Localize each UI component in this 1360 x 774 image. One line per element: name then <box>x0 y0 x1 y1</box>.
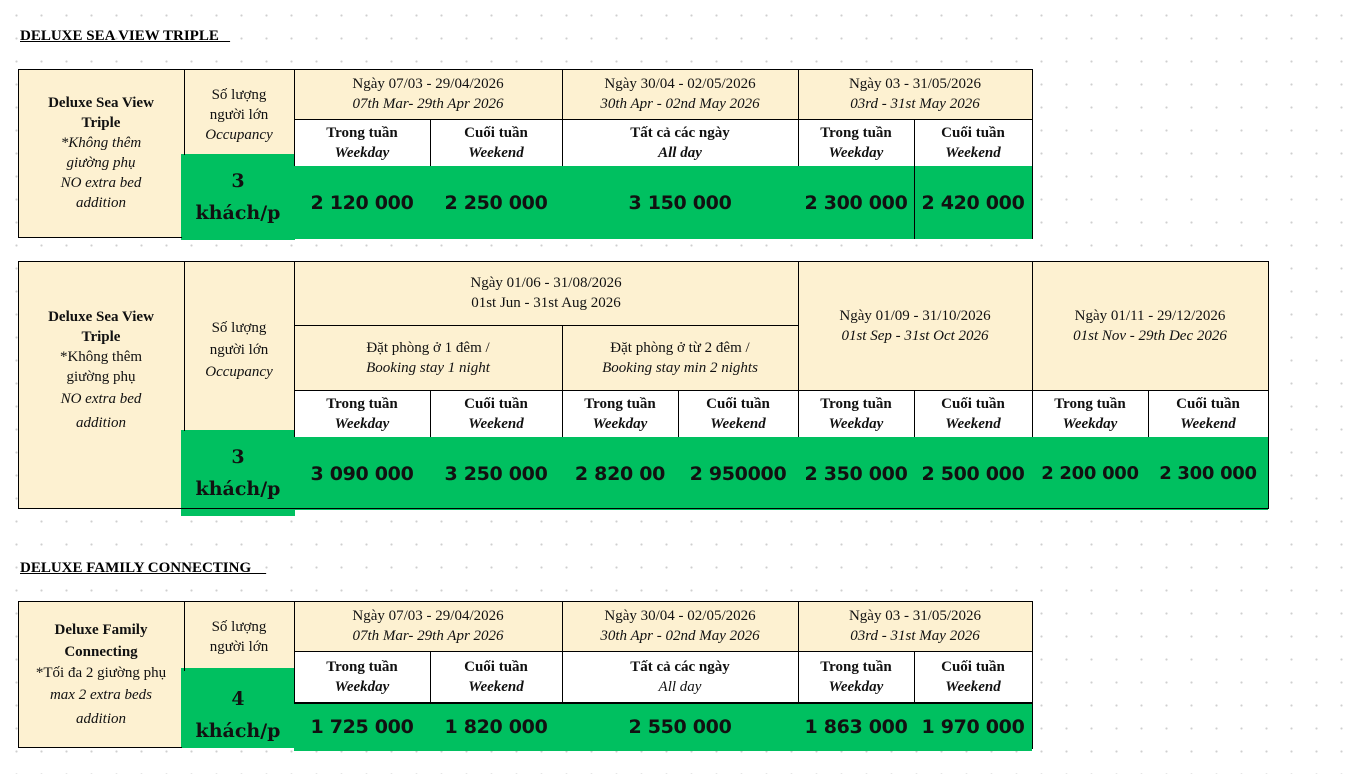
day-label-en: Weekend <box>1180 415 1236 432</box>
day-label-vi: Cuối tuần <box>464 658 528 675</box>
period-vi: Ngày 01/06 - 31/08/2026 <box>470 275 622 291</box>
day-header <box>914 119 1032 166</box>
room-name: Deluxe Sea View Triple <box>48 309 154 345</box>
day-header <box>562 651 798 702</box>
day-header <box>294 651 430 702</box>
table-border <box>798 601 799 702</box>
day-label-vi: Trong tuần <box>1054 395 1126 412</box>
occupancy-value <box>181 430 295 516</box>
day-header <box>562 119 798 166</box>
price-cell: 1 820 000 <box>444 716 548 738</box>
price-cell: 2 420 000 <box>921 191 1025 214</box>
price-cell: 1 970 000 <box>921 716 1025 738</box>
day-label-vi: Cuối tuần <box>941 395 1005 412</box>
period-header <box>294 69 562 119</box>
day-label-en: Weekday <box>334 678 390 695</box>
day-label-vi: Cuối tuần <box>1176 395 1240 412</box>
day-label-vi: Trong tuần <box>820 658 892 675</box>
period-header <box>294 601 562 651</box>
period-header <box>1032 261 1268 390</box>
table-border <box>18 237 182 238</box>
day-label-en: Weekday <box>828 415 884 432</box>
room-note-en: max 2 extra beds addition <box>49 687 153 727</box>
section-title-sea-view-triple: DELUXE SEA VIEW TRIPLE <box>20 28 231 44</box>
table-border <box>18 69 19 238</box>
occupancy-label-vi: Số lượng người lớn <box>209 87 269 123</box>
period-en: 07th Mar- 29th Apr 2026 <box>352 628 504 644</box>
occupancy-label-vi: Số lượng người lớn <box>209 619 269 655</box>
day-label-en: Weekday <box>828 144 884 161</box>
table-border <box>18 747 182 748</box>
day-header <box>914 651 1032 702</box>
day-label-en: Weekend <box>468 678 524 695</box>
day-label-en: Weekend <box>468 415 524 432</box>
room-name: Deluxe Family Connecting <box>54 622 148 660</box>
price-cell: 2 120 000 <box>310 191 414 214</box>
table-border <box>798 69 799 166</box>
period-vi: Ngày 07/03 - 29/04/2026 <box>352 608 504 624</box>
stay-header <box>294 325 562 390</box>
table-border <box>430 651 431 702</box>
period-en: 01st Sep - 31st Oct 2026 <box>841 327 989 344</box>
stay-vi: Đặt phòng ở từ 2 đêm / <box>610 339 750 356</box>
day-header <box>430 651 562 702</box>
table-border <box>184 261 185 431</box>
price-cell: 2 300 000 <box>804 191 908 214</box>
table-border <box>18 601 1033 602</box>
occupancy-count: 3 <box>231 170 245 192</box>
table-border <box>18 508 1269 509</box>
price-cell: 2 950000 <box>689 462 787 485</box>
stay-header <box>562 325 798 390</box>
period-vi: Ngày 30/04 - 02/05/2026 <box>604 608 756 624</box>
day-label-en: Weekend <box>468 144 524 161</box>
table-border <box>294 69 295 166</box>
period-header <box>798 261 1032 390</box>
day-header <box>1032 390 1148 437</box>
table-border <box>294 390 1269 391</box>
day-label-vi: Trong tuần <box>584 395 656 412</box>
price-cell: 3 150 000 <box>628 191 732 214</box>
table-border <box>18 261 19 509</box>
day-label-vi: Cuối tuần <box>464 124 528 141</box>
table-border <box>798 261 799 437</box>
stay-en: Booking stay 1 night <box>366 359 490 376</box>
occupancy-count: 4 <box>231 688 245 710</box>
price-cell: 2 200 000 <box>1041 463 1139 484</box>
occupancy-label-vi: Số lượng người lớn <box>209 320 269 358</box>
day-header <box>798 651 914 702</box>
period-vi: Ngày 01/11 - 29/12/2026 <box>1074 307 1226 324</box>
table-border <box>914 651 915 702</box>
period-en: 03rd - 31st May 2026 <box>850 96 980 112</box>
price-cell: 2 500 000 <box>921 462 1025 485</box>
table-border <box>18 69 1033 70</box>
day-label-vi: Cuối tuần <box>706 395 770 412</box>
room-note-vi: *Tối đa 2 giường phụ <box>35 665 167 681</box>
occupancy-value <box>181 154 295 240</box>
day-header <box>562 390 678 437</box>
day-header <box>430 390 562 437</box>
period-en: 01st Nov - 29th Dec 2026 <box>1073 327 1227 344</box>
table-border <box>562 69 563 166</box>
period-vi: Ngày 30/04 - 02/05/2026 <box>604 76 756 92</box>
period-header <box>294 261 798 325</box>
period-en: 03rd - 31st May 2026 <box>850 628 980 644</box>
price-cell: 1 725 000 <box>310 716 414 738</box>
period-vi: Ngày 03 - 31/05/2026 <box>848 608 982 624</box>
section-title-family-connecting: DELUXE FAMILY CONNECTING <box>20 560 267 576</box>
occupancy-header <box>184 69 294 155</box>
period-en: 30th Apr - 02nd May 2026 <box>600 96 760 112</box>
table-border <box>1032 261 1033 437</box>
occupancy-count: 3 <box>231 446 245 468</box>
table-border <box>1148 390 1149 437</box>
day-label-vi: Trong tuần <box>820 124 892 141</box>
period-vi: Ngày 07/03 - 29/04/2026 <box>352 76 504 92</box>
price-cell: 2 550 000 <box>628 716 732 738</box>
table-border <box>294 119 1033 120</box>
day-label-en: Weekday <box>334 415 390 432</box>
day-label-vi: Cuối tuần <box>941 124 1005 141</box>
day-header <box>294 390 430 437</box>
room-name-cell <box>18 261 184 509</box>
day-label-vi: Trong tuần <box>326 124 398 141</box>
table-border <box>562 325 563 437</box>
day-label-en: Weekend <box>945 678 1001 695</box>
occupancy-label-en: Occupancy <box>205 127 273 143</box>
day-label-en: Weekend <box>710 415 766 432</box>
day-label-vi: Cuối tuần <box>464 395 528 412</box>
table-border <box>294 651 1033 652</box>
day-label-vi: Trong tuần <box>326 658 398 675</box>
day-label-vi: Tất cả các ngày <box>630 658 730 675</box>
day-label-en: Weekday <box>334 144 390 161</box>
day-header <box>798 390 914 437</box>
table-border <box>562 601 563 702</box>
table-border <box>430 390 431 437</box>
room-note-vi: *Không thêm giường phụ <box>59 349 143 385</box>
stay-en: Booking stay min 2 nights <box>602 359 758 376</box>
occupancy-value <box>181 668 295 748</box>
day-header <box>914 390 1032 437</box>
day-header <box>294 119 430 166</box>
day-label-vi: Tất cả các ngày <box>630 124 730 141</box>
day-header <box>798 119 914 166</box>
table-border <box>914 390 915 437</box>
room-note-en: NO extra bed addition <box>60 391 142 431</box>
day-label-en: Weekday <box>828 678 884 695</box>
price-cell: 3 090 000 <box>310 462 414 485</box>
period-en: 01st Jun - 31st Aug 2026 <box>471 295 621 311</box>
room-note-vi: *Không thêm giường phụ <box>60 135 142 171</box>
day-header <box>1148 390 1268 437</box>
table-border <box>184 601 185 671</box>
room-name: Deluxe Sea View Triple <box>48 95 154 131</box>
price-cell: 2 820 00 <box>574 462 666 485</box>
occupancy-unit: khách/p <box>195 202 281 224</box>
table-border <box>678 390 679 437</box>
stay-vi: Đặt phòng ở 1 đêm / <box>366 339 490 356</box>
period-vi: Ngày 03 - 31/05/2026 <box>848 76 982 92</box>
period-en: 07th Mar- 29th Apr 2026 <box>352 96 504 112</box>
table-border <box>294 702 1033 704</box>
price-cell: 2 300 000 <box>1159 463 1257 484</box>
table-border <box>430 119 431 166</box>
day-label-en: All day <box>658 678 702 695</box>
day-label-en: All day <box>658 144 702 161</box>
occupancy-label-en: Occupancy <box>205 364 273 380</box>
period-header <box>562 69 798 119</box>
day-label-en: Weekday <box>592 415 648 432</box>
occupancy-header <box>184 261 294 431</box>
table-border <box>294 601 295 702</box>
period-header <box>798 69 1032 119</box>
day-label-en: Weekend <box>945 415 1001 432</box>
room-note-en: NO extra bed addition <box>60 175 142 211</box>
table-border <box>18 601 19 748</box>
table-border <box>1268 261 1269 509</box>
table-border <box>184 69 185 155</box>
day-label-vi: Trong tuần <box>820 395 892 412</box>
price-cell: 1 863 000 <box>804 716 908 738</box>
room-name-cell <box>18 601 184 748</box>
day-label-en: Weekend <box>945 144 1001 161</box>
period-vi: Ngày 01/09 - 31/10/2026 <box>839 307 991 324</box>
price-cell: 2 250 000 <box>444 191 548 214</box>
occupancy-unit: khách/p <box>195 720 281 742</box>
period-header <box>798 601 1032 651</box>
day-header <box>678 390 798 437</box>
price-cell: 2 350 000 <box>804 462 908 485</box>
table-border <box>1032 69 1033 239</box>
table-border <box>294 261 295 437</box>
table-border <box>914 119 915 239</box>
table-border <box>294 325 798 326</box>
occupancy-unit: khách/p <box>195 478 281 500</box>
table-border <box>18 261 1269 262</box>
room-name-cell <box>18 69 184 237</box>
period-en: 30th Apr - 02nd May 2026 <box>600 628 760 644</box>
period-header <box>562 601 798 651</box>
day-label-vi: Cuối tuần <box>941 658 1005 675</box>
day-header <box>430 119 562 166</box>
occupancy-header <box>184 601 294 671</box>
day-label-en: Weekday <box>1062 415 1118 432</box>
day-label-vi: Trong tuần <box>326 395 398 412</box>
price-cell: 3 250 000 <box>444 462 548 485</box>
table-border <box>1032 601 1033 749</box>
